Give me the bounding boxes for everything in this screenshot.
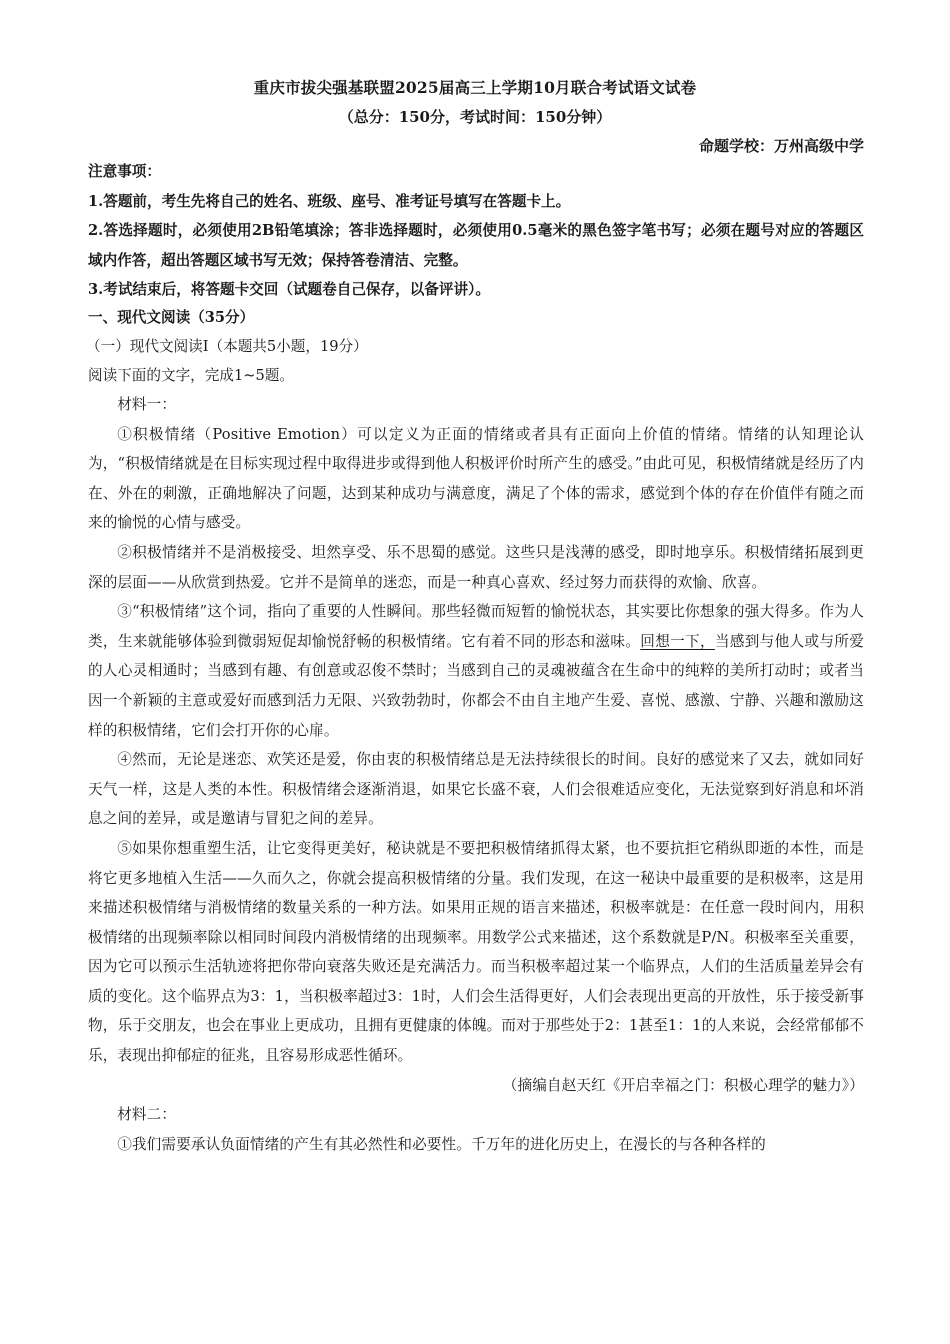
notice-item-2: 2.答选择题时，必须使用2B铅笔填涂；答非选择题时，必须使用0.5毫米的黑色签字笔书写；必须在题号对应的答题区域内作答，超出答题区域书写无效；保持答卷清洁、完整。 — [88, 222, 864, 269]
reading-instruction: 阅读下面的文字，完成1~5题。 — [88, 367, 294, 384]
section-heading: 一、现代文阅读（35分） — [88, 309, 255, 326]
notice-heading: 注意事项： — [88, 163, 161, 180]
underlined-phrase: 回想一下， — [640, 632, 715, 650]
exam-subtitle: （总分：150分，考试时间：150分钟） — [338, 108, 612, 126]
notice-item-1: 1.答题前，考生先将自己的姓名、班级、座号、准考证号填写在答题卡上。 — [88, 192, 571, 210]
material-one-label: 材料一： — [117, 396, 177, 413]
paragraph-3-text-before: ③“积极情绪”这个词，指向了重要的人性瞬间。那些轻微而短暂的愉悦状态，其实要比你想象的强大得多。作为人类，生来就能够体验到微弱短促却愉悦舒畅的积极情绪。它有着不同的形态和滋味。 — [88, 603, 864, 650]
material-one-paragraph-1: ①积极情绪（Positive Emotion）可以定义为正面的情绪或者具有正面向上价值的情绪。情绪的认知理论认为，“积极情绪就是在目标实现过程中取得进步或得到他人积极评价时所产生的感受。”由此可见，积极情绪就是经历了内在、外在的刺激，正确地解决了问题，达到某种成功与满意度，满足了个体的需求，感觉到个体的存在价值伴有随之而来的愉悦的心情与感受。 — [88, 425, 864, 532]
notice-item-3: 3.考试结束后，将答题卡交回（试题卷自己保存，以备评讲）。 — [88, 281, 490, 298]
material-one-paragraph-3 — [88, 597, 864, 745]
material-one — [88, 390, 864, 1159]
material-one-paragraph-4: ④然而，无论是迷恋、欢笑还是爱，你由衷的积极情绪总是无法持续很长的时间。良好的感觉来了又去，就如同好天气一样，这是人类的本性。积极情绪会逐渐消退，如果它长盛不衰，人们会很难适应变化，无法觉察到好消息和坏消息之间的差异，或是邀请与冒犯之间的差异。 — [88, 751, 864, 828]
sub-section-heading: （一）现代文阅读Ⅰ（本题共5小题，19分） — [86, 338, 368, 355]
material-one-paragraph-5: ⑤如果你想重塑生活，让它变得更美好，秘诀就是不要把积极情绪抓得太紧，也不要抗拒它稍纵即逝的本性，而是将它更多地植入生活——久而久之，你就会提高积极情绪的分量。我们发现，在这一秘诀中最重要的是积极率，这是用来描述积极情绪与消极情绪的数量关系的一种方法。如果用正规的语言来描述，积极率就是：在任意一段时间内，用积极情绪的出现频率除以相同时间段内消极情绪的出现频率。用数学公式来描述，这个系数就是P/N。积极率至关重要，因为它可以预示生活轨迹将把你带向衰落失败还是充满活力。而当积极率超过某一个临界点，人们的生活质量差异会有质的变化。这个临界点为3：1，当积极率超过3：1时，人们会生活得更好，人们会表现出更高的开放性，乐于接受新事物，乐于交朋友，也会在事业上更成功，且拥有更健康的体魄。而对于那些处于2：1甚至1：1的人来说，会经常郁郁不乐，表现出抑郁症的征兆，且容易形成恶性循环。 — [88, 839, 864, 1065]
material-one-source: （摘编自赵天红《开启幸福之门：积极心理学的魅力》） — [502, 1076, 864, 1094]
setter-school: 命题学校：万州高级中学 — [698, 137, 864, 155]
exam-title: 重庆市拔尖强基联盟2025届高三上学期10月联合考试语文试卷 — [253, 78, 697, 97]
paragraph-3-text-after: 当感到与他人或与所爱的人心灵相通时；当感到有趣、有创意或忍俊不禁时；当感到自己的灵魂被蕴含在生命中的纯粹的美所打动时；或者当因一个新颖的主意或爱好而感到活力无限、兴致勃勃时，你都会不由自主地产生爱、喜悦、感激、宁静、兴趣和激励这样的积极情绪，它们会打开你的心扉。 — [88, 632, 864, 739]
material-two-label: 材料二： — [117, 1106, 177, 1124]
material-two-paragraph-1: ①我们需要承认负面情绪的产生有其必然性和必要性。千万年的进化历史上，在漫长的与各种各样的 — [117, 1135, 766, 1153]
material-one-paragraph-2: ②积极情绪并不是消极接受、坦然享受、乐不思蜀的感觉。这些只是浅薄的感受，即时地享乐。积极情绪拓展到更深的层面——从欣赏到热爱。它并不是简单的迷恋，而是一种真心喜欢、经过努力而获得的欢愉、欣喜。 — [88, 543, 864, 591]
notice-section — [88, 157, 864, 305]
